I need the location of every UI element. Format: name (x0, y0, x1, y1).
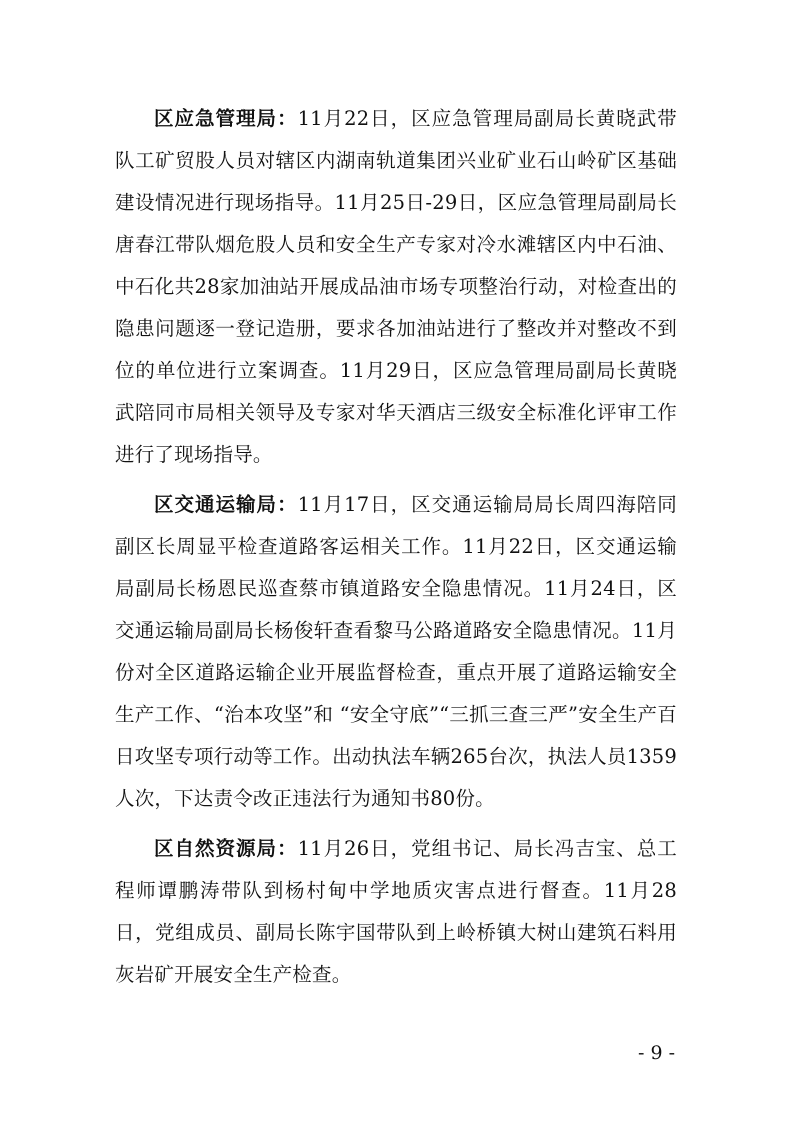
section-heading: 区交通运输局： (154, 493, 298, 516)
section-emergency-management (115, 98, 677, 476)
page-number: - 9 - (637, 1042, 675, 1064)
section-text: 11月26日，党组书记、局长冯吉宝、总工程师谭鹏涛带队到杨村甸中学地质灾害点进行督查。11月28日，党组成员、副局长陈宇国带队到上岭桥镇大树山建筑石料用灰岩矿开展安全生产检查。 (115, 837, 677, 986)
section-text: 11月17日，区交通运输局局长周四海陪同副区长周显平检查道路客运相关工作。11月22日，区交通运输局副局长杨恩民巡查蔡市镇道路安全隐患情况。11月24日，区交通运输局副局长杨俊轩查看黎马公路道路安全隐患情况。11月份对全区道路运输企业开展监督检查，重点开展了道路运输安全生产工作、“治本攻坚”和 “安全守底”“三抓三查三严”安全生产百日攻坚专项行动等工作。出动执法车辆265台次，执法人员1359人次，下达责令改正违法行为通知书80份。 (115, 493, 677, 810)
document-body (115, 98, 677, 1004)
section-heading: 区自然资源局： (154, 837, 298, 860)
section-natural-resources (115, 828, 677, 996)
section-heading: 区应急管理局： (154, 107, 298, 130)
section-text: 11月22日，区应急管理局副局长黄晓武带队工矿贸股人员对辖区内湖南轨道集团兴业矿业石山岭矿区基础建设情况进行现场指导。11月25日-29日，区应急管理局副局长唐春江带队烟危股人员和安全生产专家对冷水滩辖区内中石油、中石化共28家加油站开展成品油市场专项整治行动，对检查出的隐患问题逐一登记造册，要求各加油站进行了整改并对整改不到位的单位进行立案调查。11月29日，区应急管理局副局长黄晓武陪同市局相关领导及专家对华天酒店三级安全标准化评审工作进行了现场指导。 (115, 107, 677, 466)
section-transportation (115, 484, 677, 820)
